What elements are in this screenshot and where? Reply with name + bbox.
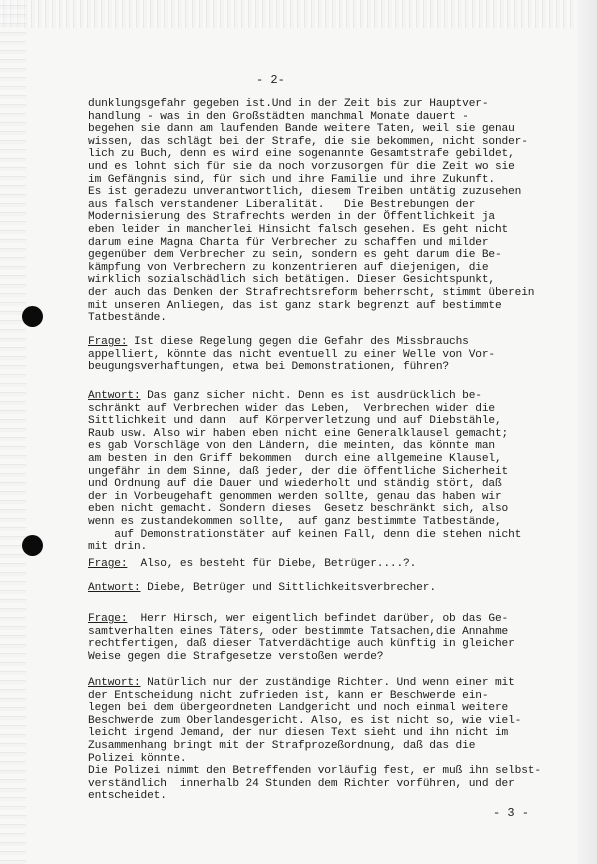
line-text: legen bei dem übergeordneten Landgericht und noch einmal weitere: [88, 702, 509, 715]
line-text: wenn es zustandekommen sollte, auf ganz bestimmte Tatbestände,: [88, 515, 502, 528]
text-line: [88, 613, 568, 626]
line-text: wissen, das schlägt bei der Strafe, die sie bekommen, nicht sonder-: [88, 135, 528, 148]
text-line: [88, 753, 568, 766]
line-text: Natürlich nur der zuständige Richter. Und wenn einer mit: [140, 677, 515, 689]
text-line: [88, 312, 568, 325]
line-text: beugungsverhaftungen, etwa bei Demonstrationen, führen?: [88, 361, 449, 374]
line-text: Raub usw. Also wir haben eben nicht eine Generalklausel gemacht;: [88, 427, 509, 440]
line-text: im Gefängnis sind, für sich und ihre Familie und ihre Zukunft.: [88, 173, 495, 186]
question-2: [88, 558, 568, 571]
text-line: [88, 690, 568, 703]
text-line: [88, 765, 568, 778]
punch-hole-top: [22, 306, 43, 327]
text-line: [88, 161, 568, 174]
speaker-label: Frage:: [88, 558, 128, 570]
text-line: [88, 715, 568, 728]
text-line: [88, 361, 568, 374]
line-text: der Entscheidung nicht zufrieden ist, kann er Beschwerde ein-: [88, 689, 489, 702]
text-line: [88, 529, 568, 542]
text-line: [88, 790, 568, 803]
text-line: [88, 582, 568, 595]
text-line: [88, 403, 568, 416]
line-text: begehen sie dann am laufenden Bande weitere Taten, weil sie genau: [88, 123, 515, 136]
question-3: [88, 613, 568, 663]
line-text: eben leider in mancherlei Hinsicht falsch gesehen. Es geht nicht: [88, 223, 509, 236]
line-text: der in Vorbeugehaft genommen werden sollte, genau das haben wir: [88, 490, 502, 503]
speaker-label: Antwort:: [88, 390, 141, 402]
text-line: [88, 186, 568, 199]
text-line: [88, 336, 568, 349]
text-line: [88, 453, 568, 466]
speaker-label: Antwort:: [88, 582, 141, 594]
text-line: [88, 349, 568, 362]
text-line: [88, 491, 568, 504]
text-line: [88, 677, 568, 690]
line-text: aus falsch verstandener Liberalität. Die Bestrebungen der: [88, 198, 476, 211]
line-text: verständlich innerhalb 24 Stunden dem Richter vorführen, und der: [88, 777, 515, 790]
text-line: [88, 702, 568, 715]
text-line: [88, 516, 568, 529]
line-text: handlung - was in den Großstädten manchmal Monate dauert -: [88, 110, 469, 123]
line-text: Tatbestände.: [88, 312, 167, 325]
text-line: [88, 174, 568, 187]
text-line: [88, 740, 568, 753]
paragraph-intro: [88, 98, 568, 325]
line-text: rechtfertigen, daß dieser Tatverdächtige auch künftig in gleicher: [88, 638, 515, 651]
line-text: samtverhalten eines Täters, oder bestimmte Tatsachen,die Annahme: [88, 625, 509, 638]
line-text: auf Demonstrationstäter auf keinen Fall, denn die stehen nicht: [88, 528, 522, 541]
text-line: [88, 440, 568, 453]
line-text: Beschwerde zum Oberlandesgericht. Also, es ist nicht so, wie viel-: [88, 714, 522, 727]
line-text: und es lohnt sich für sie da noch vorzusorgen für die Zeit wo sie: [88, 160, 515, 173]
text-line: [88, 211, 568, 224]
speaker-label: Frage:: [88, 613, 128, 625]
line-text: Herr Hirsch, wer eigentlich befindet darüber, ob das Ge-: [127, 613, 509, 625]
line-text: Die Polizei nimmt den Betreffenden vorläufig fest, er muß ihn selbst-: [88, 765, 541, 778]
question-1: [88, 336, 568, 374]
text-line: [88, 638, 568, 651]
text-line: [88, 428, 568, 441]
text-line: [88, 123, 568, 136]
answer-2: [88, 582, 568, 595]
scan-edge-right: [577, 0, 597, 864]
answer-3: [88, 677, 568, 803]
line-text: Diebe, Betrüger und Sittlichkeitsverbrecher.: [140, 582, 436, 594]
text-line: [88, 136, 568, 149]
line-text: appelliert, könnte das nicht eventuell zu einer Welle von Vor-: [88, 348, 495, 361]
line-text: Es ist geradezu unverantwortlich, diesem Treiben untätig zuzusehen: [88, 186, 522, 199]
text-line: [88, 466, 568, 479]
text-line: [88, 478, 568, 491]
speaker-label: Antwort:: [88, 677, 141, 689]
text-line: [88, 778, 568, 791]
scan-edge-left: [0, 0, 26, 864]
text-line: [88, 503, 568, 516]
punch-hole-bottom: [22, 535, 43, 556]
line-text: am besten in den Griff bekommen durch eine allgemeine Klausel,: [88, 452, 502, 465]
text-line: [88, 148, 568, 161]
page-number: - 2-: [256, 73, 285, 87]
text-line: [88, 541, 568, 554]
text-line: [88, 237, 568, 250]
text-line: [88, 651, 568, 664]
line-text: gegenüber dem Verbrecher zu sein, sondern es geht darum die Be-: [88, 249, 502, 262]
text-line: [88, 558, 568, 571]
line-text: wirklich sozialschädlich sich betätigen. Dieser Gesichtspunkt,: [88, 274, 495, 287]
line-text: darum eine Magna Charta für Verbrecher zu schaffen und milder: [88, 236, 489, 249]
line-text: der auch das Denken der Strafrechtsreform beherrscht, stimmt überein: [88, 286, 535, 299]
line-text: Also, es besteht für Diebe, Betrüger....?.: [127, 558, 417, 570]
line-text: entscheidet.: [88, 790, 167, 803]
line-text: es gab Vorschläge von den Ländern, die meinten, das könnte man: [88, 440, 495, 453]
line-text: schränkt auf Verbrechen wider das Leben, Verbrechen wider die: [88, 402, 495, 415]
text-line: [88, 111, 568, 124]
text-line: [88, 626, 568, 639]
line-text: ungefähr in dem Sinne, daß jeder, der die öffentliche Sicherheit: [88, 465, 509, 478]
line-text: Modernisierung des Strafrechts werden in der Öffentlichkeit ja: [88, 211, 495, 224]
line-text: kämpfung von Verbrechern zu konzentrieren auf diejenigen, die: [88, 261, 489, 274]
text-line: [88, 98, 568, 111]
text-line: [88, 262, 568, 275]
text-line: [88, 287, 568, 300]
answer-1: [88, 390, 568, 554]
line-text: dunklungsgefahr gegeben ist.Und in der Zeit bis zur Hauptver-: [88, 98, 489, 110]
text-line: [88, 415, 568, 428]
text-line: [88, 224, 568, 237]
text-line: [88, 274, 568, 287]
line-text: mit unseren Anliegen, das ist ganz stark begrenzt auf bestimmte: [88, 299, 502, 312]
line-text: Sittlichkeit und dann auf Körperverletzung und auf Diebstähle,: [88, 415, 502, 428]
speaker-label: Frage:: [88, 336, 128, 348]
text-line: [88, 199, 568, 212]
text-line: [88, 727, 568, 740]
line-text: leicht irgend Jemand, der nur diesen Text sieht und ihn nicht im: [88, 727, 509, 740]
line-text: Weise gegen die Strafgesetze verstoßen werde?: [88, 650, 384, 663]
line-text: eben nicht gemacht. Sondern dieses Gesetz beschränkt sich, also: [88, 503, 509, 516]
line-text: und Ordnung auf die Dauer und wiederholt und ständig stört, daß: [88, 478, 502, 491]
line-text: Ist diese Regelung gegen die Gefahr des Missbrauchs: [127, 336, 469, 348]
text-line: [88, 300, 568, 313]
scan-edge-top: [0, 0, 597, 28]
next-page-marker: - 3 -: [493, 806, 530, 820]
line-text: lich zu Buch, denn es wird eine sogenannte Gesamtstrafe gebildet,: [88, 148, 515, 161]
text-line: [88, 390, 568, 403]
line-text: mit drin.: [88, 541, 148, 554]
line-text: Zusammenhang bringt mit der Strafprozeßordnung, daß das die: [88, 739, 476, 752]
line-text: Das ganz sicher nicht. Denn es ist ausdrücklich be-: [140, 390, 482, 402]
line-text: Polizei könnte.: [88, 752, 187, 765]
text-line: [88, 249, 568, 262]
